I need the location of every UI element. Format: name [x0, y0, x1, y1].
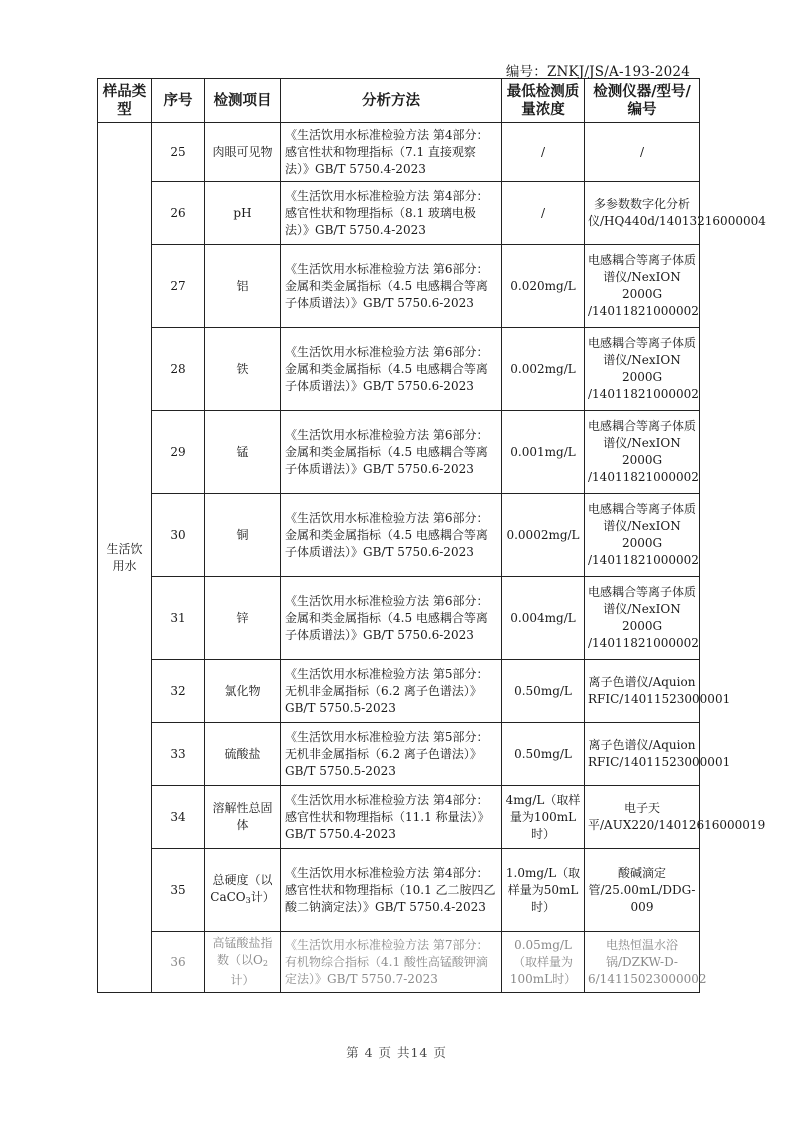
instrument-cell: 电感耦合等离子体质谱仪/NexION 2000G /14011821000002	[585, 245, 700, 328]
item-cell: 高锰酸盐指数（以$O_2$计）	[205, 932, 281, 993]
table-row	[98, 723, 700, 786]
item-cell: 总硬度（以CaCO$_3$计）	[205, 849, 281, 932]
min-conc-cell: 4mg/L（取样量为100mL时）	[502, 786, 585, 849]
min-conc-cell: 0.50mg/L	[502, 723, 585, 786]
item-cell: 铝	[205, 245, 281, 328]
table-row	[98, 182, 700, 245]
seq-cell: 28	[152, 328, 205, 411]
instrument-cell: 电感耦合等离子体质谱仪/NexION 2000G /14011821000002	[585, 577, 700, 660]
method-cell: 《生活饮用水标准检验方法 第5部分：无机非金属指标（6.2 离子色谱法）》GB/T 5750.5-2023	[281, 660, 502, 723]
table-row	[98, 411, 700, 494]
instrument-cell: 电子天平/AUX220/14012616000019	[585, 786, 700, 849]
page-footer: 第 4 页 共14 页	[346, 1045, 447, 1060]
item-cell: 溶解性总固体	[205, 786, 281, 849]
method-cell: 《生活饮用水标准检验方法 第4部分：感官性状和物理指标（11.1 称量法）》GB/T 5750.4-2023	[281, 786, 502, 849]
instrument-cell: 电热恒温水浴锅/DZKW-D-6/14115023000002	[585, 932, 700, 993]
header-instrument: 检测仪器/型号/编号	[585, 79, 700, 123]
table-row	[98, 123, 700, 182]
table-row	[98, 494, 700, 577]
item-cell: 硫酸盐	[205, 723, 281, 786]
seq-cell: 33	[152, 723, 205, 786]
min-conc-cell: 0.05mg/L（取样量为100mL时）	[502, 932, 585, 993]
seq-cell: 25	[152, 123, 205, 182]
table-row	[98, 660, 700, 723]
seq-cell: 32	[152, 660, 205, 723]
instrument-cell: 离子色谱仪/Aquion RFIC/14011523000001	[585, 660, 700, 723]
table-row	[98, 328, 700, 411]
instrument-cell: 电感耦合等离子体质谱仪/NexION 2000G /14011821000002	[585, 411, 700, 494]
min-conc-cell: /	[502, 182, 585, 245]
method-cell: 《生活饮用水标准检验方法 第4部分：感官性状和物理指标（10.1 乙二胺四乙酸二钠滴定法）》GB/T 5750.4-2023	[281, 849, 502, 932]
item-cell: pH	[205, 182, 281, 245]
min-conc-cell: 0.0002mg/L	[502, 494, 585, 577]
seq-cell: 27	[152, 245, 205, 328]
method-cell: 《生活饮用水标准检验方法 第6部分：金属和类金属指标（4.5 电感耦合等离子体质谱法）》GB/T 5750.6-2023	[281, 577, 502, 660]
min-conc-cell: 0.002mg/L	[502, 328, 585, 411]
method-cell: 《生活饮用水标准检验方法 第5部分：无机非金属指标（6.2 离子色谱法）》GB/T 5750.5-2023	[281, 723, 502, 786]
instrument-cell: 多参数数字化分析仪/HQ440d/14013216000004	[585, 182, 700, 245]
item-cell: 锰	[205, 411, 281, 494]
item-cell: 氯化物	[205, 660, 281, 723]
table-row	[98, 932, 700, 993]
seq-cell: 35	[152, 849, 205, 932]
header-method: 分析方法	[281, 79, 502, 123]
seq-cell: 29	[152, 411, 205, 494]
header-item: 检测项目	[205, 79, 281, 123]
method-cell: 《生活饮用水标准检验方法 第4部分：感官性状和物理指标（8.1 玻璃电极法）》GB/T 5750.4-2023	[281, 182, 502, 245]
sample-type-cell	[98, 123, 152, 993]
method-cell: 《生活饮用水标准检验方法 第6部分：金属和类金属指标（4.5 电感耦合等离子体质谱法）》GB/T 5750.6-2023	[281, 245, 502, 328]
method-cell: 《生活饮用水标准检验方法 第7部分：有机物综合指标（4.1 酸性高锰酸钾滴定法）》GB/T 5750.7-2023	[281, 932, 502, 993]
seq-cell: 36	[152, 932, 205, 993]
method-cell: 《生活饮用水标准检验方法 第6部分：金属和类金属指标（4.5 电感耦合等离子体质谱法）》GB/T 5750.6-2023	[281, 328, 502, 411]
table-row	[98, 577, 700, 660]
sample-type-value: 生活饮用水	[106, 541, 143, 573]
table-row	[98, 849, 700, 932]
min-conc-cell: /	[502, 123, 585, 182]
instrument-cell: 电感耦合等离子体质谱仪/NexION 2000G /14011821000002	[585, 328, 700, 411]
header-sample-type: 样品类型	[98, 79, 152, 123]
item-cell: 铜	[205, 494, 281, 577]
seq-cell: 30	[152, 494, 205, 577]
seq-cell: 31	[152, 577, 205, 660]
method-cell: 《生活饮用水标准检验方法 第4部分：感官性状和物理指标（7.1 直接观察法）》GB/T 5750.4-2023	[281, 123, 502, 182]
item-cell: 铁	[205, 328, 281, 411]
min-conc-cell: 0.020mg/L	[502, 245, 585, 328]
instrument-cell: 电感耦合等离子体质谱仪/NexION 2000G /14011821000002	[585, 494, 700, 577]
item-cell: 锌	[205, 577, 281, 660]
method-cell: 《生活饮用水标准检验方法 第6部分：金属和类金属指标（4.5 电感耦合等离子体质谱法）》GB/T 5750.6-2023	[281, 494, 502, 577]
instrument-cell: 离子色谱仪/Aquion RFIC/14011523000001	[585, 723, 700, 786]
min-conc-cell: 0.004mg/L	[502, 577, 585, 660]
instrument-cell: 酸碱滴定管/25.00mL/DDG-009	[585, 849, 700, 932]
instrument-cell: /	[585, 123, 700, 182]
seq-cell: 26	[152, 182, 205, 245]
document-number: 编号：ZNKJ/JS/A-193-2024	[505, 64, 690, 80]
min-conc-cell: 0.50mg/L	[502, 660, 585, 723]
seq-cell: 34	[152, 786, 205, 849]
test-method-table	[97, 78, 766, 993]
table-row	[98, 245, 700, 328]
method-cell: 《生活饮用水标准检验方法 第6部分：金属和类金属指标（4.5 电感耦合等离子体质谱法）》GB/T 5750.6-2023	[281, 411, 502, 494]
item-cell: 肉眼可见物	[205, 123, 281, 182]
header-seq: 序号	[152, 79, 205, 123]
table-header-row	[98, 79, 700, 123]
min-conc-cell: 0.001mg/L	[502, 411, 585, 494]
table-row	[98, 786, 700, 849]
header-min-conc: 最低检测质量浓度	[502, 79, 585, 123]
min-conc-cell: 1.0mg/L（取样量为50mL时）	[502, 849, 585, 932]
